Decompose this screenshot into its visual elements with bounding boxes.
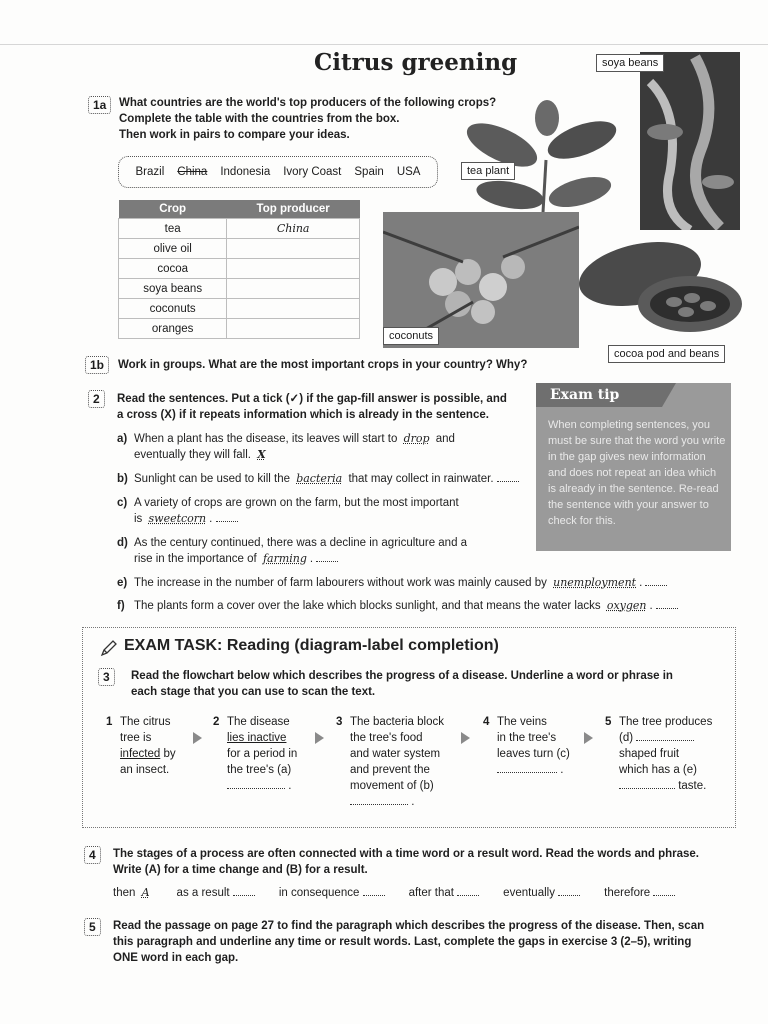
tick-cross-mark[interactable]: X	[257, 448, 266, 461]
country-word: Brazil	[135, 166, 165, 178]
step-text	[120, 746, 200, 762]
word-item: in consequence	[279, 885, 385, 901]
step-text: leaves turn (c)	[497, 748, 570, 760]
sentence-c-line2	[134, 511, 238, 527]
gap-answer: unemployment	[553, 576, 637, 589]
step-text: which has a (e)	[619, 764, 697, 776]
flow-arrow-icon	[461, 732, 470, 744]
page-title: Citrus greening	[314, 49, 518, 76]
step-text: the tree's food	[350, 732, 423, 744]
word-answer-blank[interactable]	[653, 885, 675, 896]
word-answer-blank[interactable]	[233, 885, 255, 896]
step-text: movement of (b)	[350, 780, 434, 792]
coconuts-label: coconuts	[383, 327, 439, 345]
sentence-label: d)	[117, 537, 128, 549]
sentence-e-line1	[134, 575, 667, 591]
underlined-phrase: infected	[120, 748, 161, 760]
table-row	[119, 299, 360, 319]
table-header-crop: Crop	[119, 200, 227, 219]
sentence-text: Sunlight can be used to kill the	[134, 473, 290, 485]
flowchart-step-1	[106, 714, 200, 778]
table-row	[119, 259, 360, 279]
step-text: by	[160, 748, 176, 760]
table-row	[119, 279, 360, 299]
instruction-1b: Work in groups. What are the most important crops in your country? Why?	[118, 359, 528, 371]
country-word: Indonesia	[220, 166, 271, 178]
instruction-5-line2: this paragraph and underline any time or result words. Last, complete the gaps in exercise 3 (2–5), writing	[113, 936, 692, 948]
crop-cell: cocoa	[119, 259, 227, 279]
instruction-3-line1: Read the flowchart below which describes the progress of a disease. Underline a word or phrase in	[131, 670, 673, 682]
step-text: and prevent the	[350, 764, 430, 776]
country-word: China	[177, 166, 208, 178]
sentence-text: .	[649, 600, 653, 612]
country-word-box	[118, 156, 438, 188]
step-number: 3	[336, 716, 343, 728]
crop-cell: coconuts	[119, 299, 227, 319]
sentence-f-line1	[134, 598, 678, 614]
flow-arrow-icon	[584, 732, 593, 744]
tick-cross-blank[interactable]	[656, 598, 678, 609]
instruction-1a-line3: Then work in pairs to compare your ideas.	[119, 129, 350, 141]
producer-cell	[227, 219, 360, 239]
tick-cross-blank[interactable]	[216, 511, 238, 522]
sentence-a-line1	[134, 431, 455, 447]
crop-cell: oranges	[119, 319, 227, 339]
sentence-text: and	[435, 433, 455, 445]
sentence-text: .	[639, 577, 643, 589]
step-text: The citrus	[120, 716, 171, 728]
gap-answer: bacteria	[296, 472, 343, 485]
producer-cell[interactable]	[227, 259, 360, 279]
producer-answer: China	[276, 222, 310, 235]
sentence-text: .	[309, 553, 314, 565]
sentence-label: c)	[117, 497, 128, 509]
cocoa-pod-label: cocoa pod and beans	[608, 345, 725, 363]
sentence-text: eventually they will fall.	[134, 449, 251, 461]
exam-tip-body: When completing sentences, you must be sure that the word you write in the gap gives new information and does not repeat an idea which is already in the sentence. Re-read the sentence with your answer to check for this.	[548, 419, 726, 527]
instruction-5-line1: Read the passage on page 27 to find the paragraph which describes the progress of the disease. Then, scan	[113, 920, 705, 932]
step-text: The veins	[497, 716, 547, 728]
step-text: taste.	[619, 778, 724, 794]
sentence-b	[117, 471, 128, 487]
exercise-number-5: 5	[84, 918, 101, 936]
sentence-a	[117, 431, 127, 447]
sentence-b-line1	[134, 471, 519, 487]
instruction-2-line1: Read the sentences. Put a tick (✓) if the gap-fill answer is possible, and	[117, 393, 507, 405]
country-word: Spain	[354, 166, 384, 178]
table-row	[119, 319, 360, 339]
underlined-phrase: lies inactive	[227, 732, 287, 744]
pencil-icon	[100, 639, 118, 657]
sentence-d-line2	[134, 551, 338, 567]
sentence-text: that may collect in rainwater.	[348, 473, 494, 485]
word-item: as a result	[177, 885, 255, 901]
exam-tip-box	[536, 383, 731, 551]
table-header-producer: Top producer	[227, 200, 360, 219]
word-answer-blank[interactable]	[558, 885, 580, 896]
word-item: then A	[113, 885, 153, 901]
instruction-2-line2: a cross (X) if it repeats information which is already in the sentence.	[117, 409, 489, 421]
tick-cross-blank[interactable]	[645, 575, 667, 586]
word-answer[interactable]: A	[141, 886, 150, 899]
instruction-4-line2: Write (A) for a time change and (B) for a result.	[113, 864, 368, 876]
step-text: for a period in	[227, 748, 298, 760]
exercise-number-3: 3	[98, 668, 115, 686]
crop-cell: soya beans	[119, 279, 227, 299]
step-text: in the tree's	[497, 732, 557, 744]
sentence-d-line1: As the century continued, there was a decline in agriculture and a	[134, 537, 468, 549]
tea-plant-label: tea plant	[461, 162, 515, 180]
sentence-d	[117, 535, 128, 551]
cocoa-pod-photo	[578, 232, 742, 342]
crop-table	[118, 200, 360, 339]
instruction-5-line3: ONE word in each gap.	[113, 952, 239, 964]
sentence-label: e)	[117, 577, 128, 589]
gap-answer: oxygen	[606, 599, 647, 612]
sentence-e	[117, 575, 127, 591]
gap-answer: drop	[403, 432, 430, 445]
soya-beans-label: soya beans	[596, 54, 664, 72]
producer-cell[interactable]	[227, 299, 360, 319]
sentence-f	[117, 598, 125, 614]
flowchart-step-4	[483, 714, 577, 778]
sentence-text: rise in the importance of	[134, 553, 257, 565]
word-list-4	[113, 885, 675, 901]
exercise-number-2: 2	[88, 390, 105, 408]
table-row	[119, 239, 360, 259]
flow-arrow-icon	[315, 732, 324, 744]
sentence-label: b)	[117, 473, 128, 485]
step-text: (d)	[619, 730, 724, 746]
step-text: and water system	[350, 748, 441, 760]
flowchart-step-3	[336, 714, 470, 810]
flowchart-step-5	[605, 714, 724, 794]
sentence-text: .	[209, 513, 213, 525]
instruction-4-line1: The stages of a process are often connected with a time word or a result word. Read the words and phrase.	[113, 848, 699, 860]
tick-cross-blank[interactable]	[497, 471, 519, 482]
step-text: an insect.	[120, 764, 170, 776]
step-text: The bacteria block	[350, 716, 444, 728]
instruction-1a-line2: Complete the table with the countries from the box.	[119, 113, 400, 125]
country-word: USA	[396, 166, 421, 178]
step-text: shaped fruit	[619, 748, 680, 760]
flowchart-step-2	[213, 714, 317, 794]
gap-a[interactable]: .	[227, 778, 317, 794]
table-row	[119, 219, 360, 239]
sentence-label: f)	[117, 600, 125, 612]
step-text: the tree's (a)	[227, 764, 292, 776]
top-rule	[0, 44, 768, 45]
sentence-text: When a plant has the disease, its leaves will start to	[134, 433, 398, 445]
step-number: 4	[483, 716, 490, 728]
flow-arrow-icon	[193, 732, 202, 744]
soya-beans-photo	[640, 52, 740, 230]
producer-cell[interactable]	[227, 319, 360, 339]
sentence-label: a)	[117, 433, 128, 445]
word-item: after that	[409, 885, 480, 901]
step-text: The disease	[227, 716, 290, 728]
gap-b[interactable]: .	[350, 794, 470, 810]
sentence-text: The plants form a cover over the lake which blocks sunlight, and that means the water lacks	[134, 600, 601, 612]
country-word: Ivory Coast	[283, 166, 342, 178]
sentence-text: is	[134, 513, 143, 525]
sentence-c	[117, 495, 127, 511]
gap-c[interactable]: .	[497, 762, 577, 778]
step-number: 2	[213, 716, 220, 728]
step-number: 1	[106, 716, 113, 728]
sentence-a-line2	[134, 447, 269, 463]
crop-cell: olive oil	[119, 239, 227, 259]
step-text: The tree produces	[619, 716, 713, 728]
word-item: eventually	[503, 885, 580, 901]
word-answer-blank[interactable]	[363, 885, 385, 896]
gap-answer: sweetcorn	[148, 512, 207, 525]
gap-e[interactable]	[619, 778, 675, 789]
tick-cross-blank[interactable]	[316, 551, 338, 562]
gap-d[interactable]	[636, 730, 694, 741]
instruction-1a-line1: What countries are the world's top producers of the following crops?	[119, 97, 497, 109]
word-answer-blank[interactable]	[457, 885, 479, 896]
instruction-3-line2: each stage that you can use to scan the text.	[131, 686, 376, 698]
exam-tip-title: Exam tip	[536, 383, 662, 407]
producer-cell[interactable]	[227, 239, 360, 259]
exercise-number-1b: 1b	[85, 356, 109, 374]
sentence-text: The increase in the number of farm labourers without work was mainly caused by	[134, 577, 547, 589]
exam-task-title: EXAM TASK: Reading (diagram-label completion)	[124, 637, 499, 654]
crop-cell: tea	[119, 219, 227, 239]
step-number: 5	[605, 716, 612, 728]
producer-cell[interactable]	[227, 279, 360, 299]
word-item: therefore	[604, 885, 675, 901]
gap-answer: farming	[262, 552, 307, 565]
step-text: tree is	[120, 732, 152, 744]
exercise-number-1a: 1a	[88, 96, 111, 114]
exercise-number-4: 4	[84, 846, 101, 864]
sentence-c-line1: A variety of crops are grown on the farm, but the most important	[134, 497, 459, 509]
